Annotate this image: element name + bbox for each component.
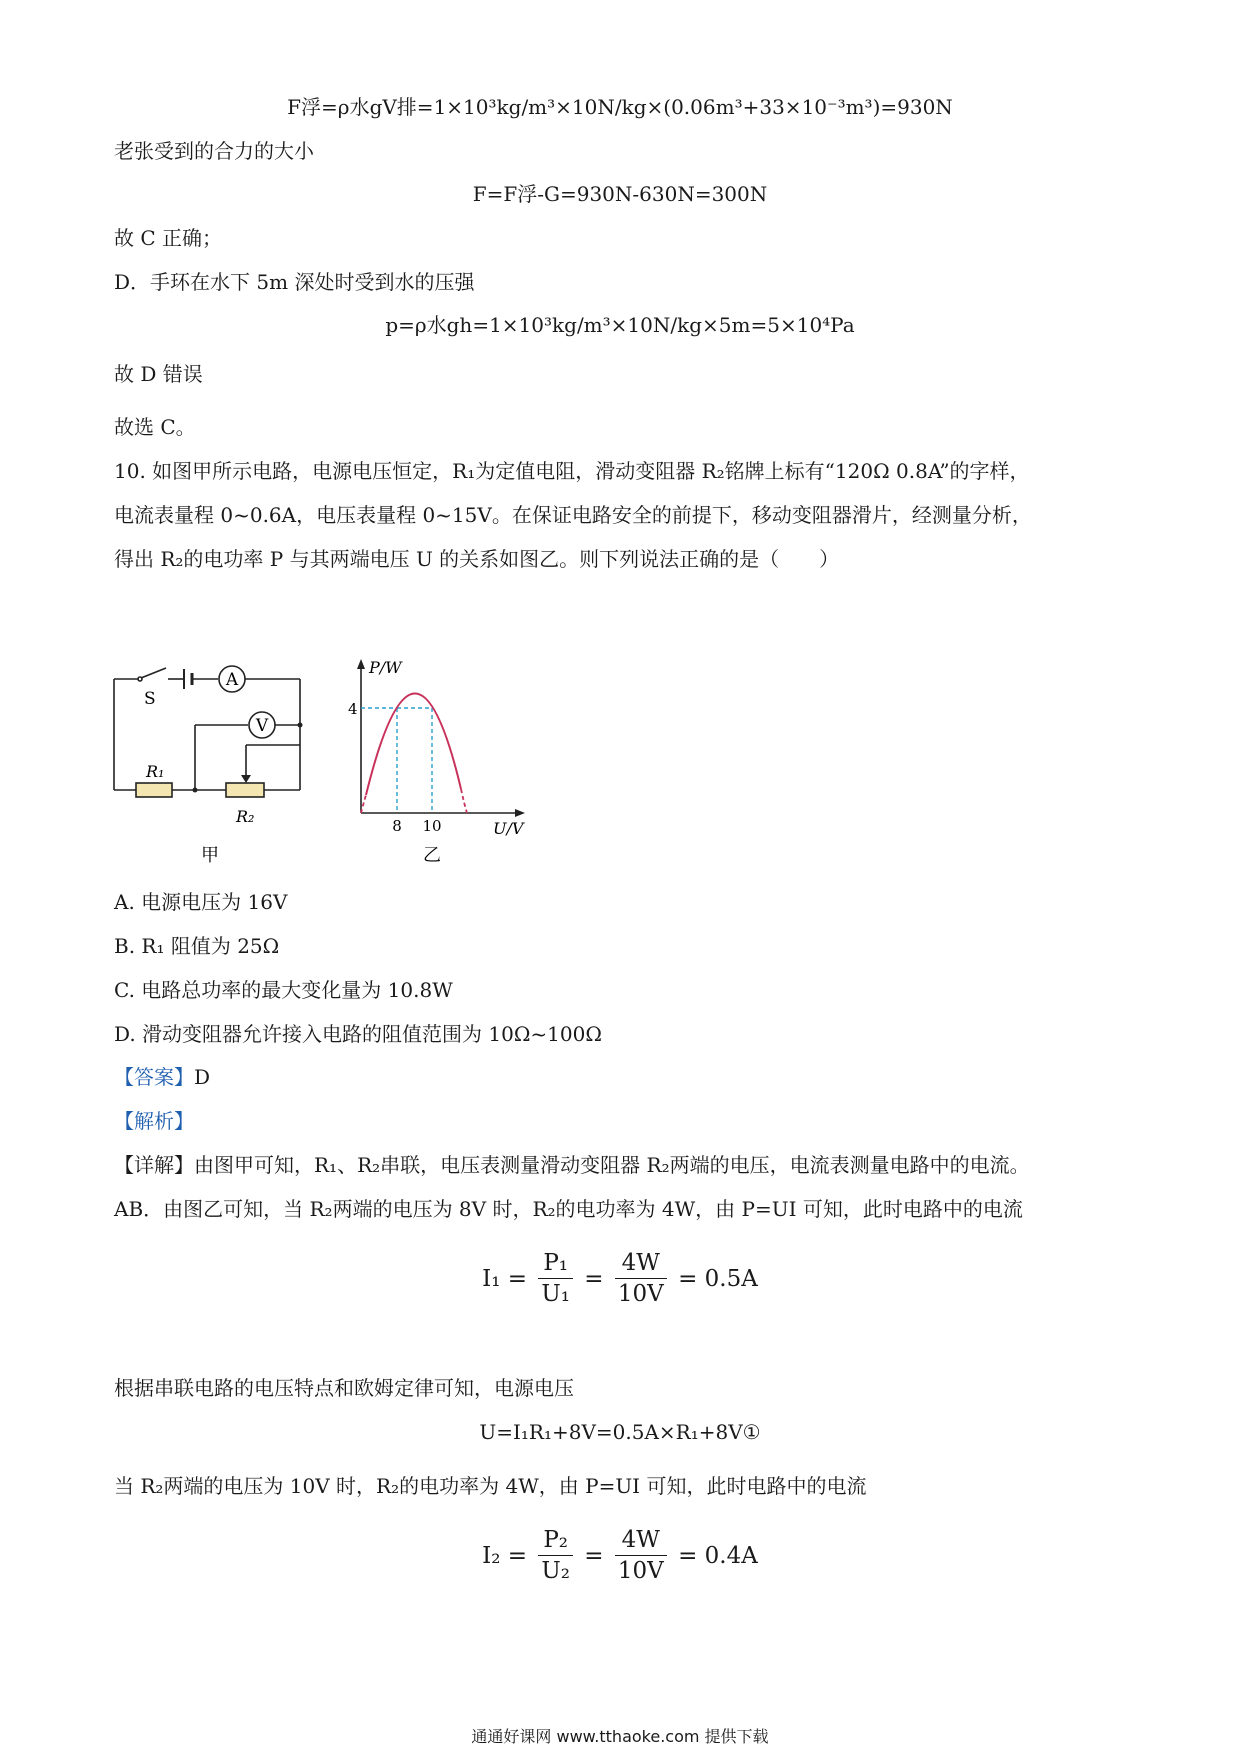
option-d: D. 滑动变阻器允许接入电路的阻值范围为 10Ω~100Ω [114, 1022, 602, 1046]
option-c: C. 电路总功率的最大变化量为 10.8W [114, 978, 453, 1002]
pressure-formula: p=ρ水gh=1×10³kg/m³×10N/kg×5m=5×10⁴Pa [385, 313, 855, 337]
d-intro-text: D．手环在水下 5m 深处时受到水的压强 [114, 270, 475, 294]
when-10v-line: 当 R₂两端的电压为 10V 时，R₂的电功率为 4W，由 P=UI 可知，此时电路中的电流 [114, 1474, 867, 1498]
voltmeter-symbol: V [255, 716, 269, 736]
eq1-lhs: I₁ [482, 1265, 501, 1292]
figure-yi-caption: 乙 [423, 845, 441, 866]
x-axis-label: U/V [493, 819, 524, 838]
eq1-num2: 4W [615, 1248, 667, 1279]
figure-jia-caption: 甲 [201, 845, 219, 866]
eq1-fraction-2 [615, 1248, 667, 1309]
c-correct-text: 故 C 正确； [114, 226, 223, 250]
eq2-num1: P₂ [538, 1525, 573, 1556]
eq2-num2: 4W [615, 1525, 667, 1556]
y-tick-4: 4 [348, 700, 358, 718]
analysis-label: 【解析】 [114, 1109, 194, 1133]
eq1-den2: 10V [617, 1281, 664, 1307]
y-axis-label: P/W [369, 658, 402, 677]
d-wrong-text: 故 D 错误 [114, 362, 203, 386]
eq2-lhs: I₂ [482, 1542, 501, 1569]
x-tick-8: 8 [392, 817, 402, 835]
answer-label: 【答案】 [114, 1065, 194, 1089]
eq2-result: 0.4A [704, 1542, 758, 1569]
question-line-1 [114, 457, 1030, 485]
eq1-fraction-1 [538, 1248, 573, 1309]
eq1-den1: U₁ [541, 1281, 570, 1307]
eq2-den2: 10V [617, 1558, 664, 1584]
equation-i2: I₂ = $\frac{\text{P₂}}{\text{U₂}}$ = $\frac{4W}{10V}$ = 0.4A [482, 1527, 758, 1584]
u-formula: U=I₁R₁+8V=0.5A×R₁+8V① [479, 1420, 761, 1444]
solution-ab-line: AB．由图乙可知，当 R₂两端的电压为 8V 时，R₂的电功率为 4W，由 P=UI 可知，此时电路中的电流 [114, 1197, 1023, 1221]
choose-c-text: 故选 C。 [114, 415, 196, 439]
power-voltage-graph [345, 655, 535, 870]
answer-line [114, 1063, 210, 1091]
equation-i1: I₁ = $\frac{\text{P₁}}{\text{U₁}}$ = $\frac{4W}{10V}$ = 0.5A [482, 1250, 758, 1307]
net-force-formula: F=F浮-G=930N-630N=300N [472, 182, 768, 206]
net-force-intro: 老张受到的合力的大小 [114, 139, 314, 163]
eq1-result: 0.5A [704, 1265, 758, 1292]
eq2-fraction-1 [538, 1525, 573, 1586]
switch-label: S [144, 689, 156, 709]
page-footer: 通通好课网 www.tthaoke.com 提供下载 [471, 1727, 769, 1746]
eq2-den1: U₂ [541, 1558, 570, 1584]
question-text-1: 如图甲所示电路，电源电压恒定，R₁为定值电阻，滑动变阻器 R₂铭牌上标有“120Ω 0.8A”的字样， [152, 459, 1030, 483]
option-b: B. R₁ 阻值为 25Ω [114, 934, 280, 958]
eq1-num1: P₁ [538, 1248, 573, 1279]
buoyancy-formula: F浮=ρ水gV排=1×10³kg/m³×10N/kg×(0.06m³+33×10⁻³m³)=930N [287, 95, 953, 119]
solution-detail: 【详解】由图甲可知，R₁、R₂串联，电压表测量滑动变阻器 R₂两端的电压，电流表测量电路中的电流。 [114, 1153, 1030, 1177]
option-a: A. 电源电压为 16V [114, 890, 288, 914]
question-line-3: 得出 R₂的电功率 P 与其两端电压 U 的关系如图乙。则下列说法正确的是（ ） [114, 547, 840, 571]
answer-value: D [194, 1065, 211, 1089]
r1-label: R₁ [146, 762, 165, 781]
eq2-fraction-2 [615, 1525, 667, 1586]
question-line-2: 电流表量程 0~0.6A，电压表量程 0~15V。在保证电路安全的前提下，移动变阻器滑片，经测量分析， [114, 503, 1032, 527]
series-line: 根据串联电路的电压特点和欧姆定律可知，电源电压 [114, 1376, 574, 1400]
circuit-diagram [100, 655, 320, 870]
question-number: 10. [114, 459, 146, 483]
r2-label: R₂ [236, 807, 255, 826]
ammeter-symbol: A [225, 670, 239, 690]
x-tick-10: 10 [422, 817, 442, 835]
